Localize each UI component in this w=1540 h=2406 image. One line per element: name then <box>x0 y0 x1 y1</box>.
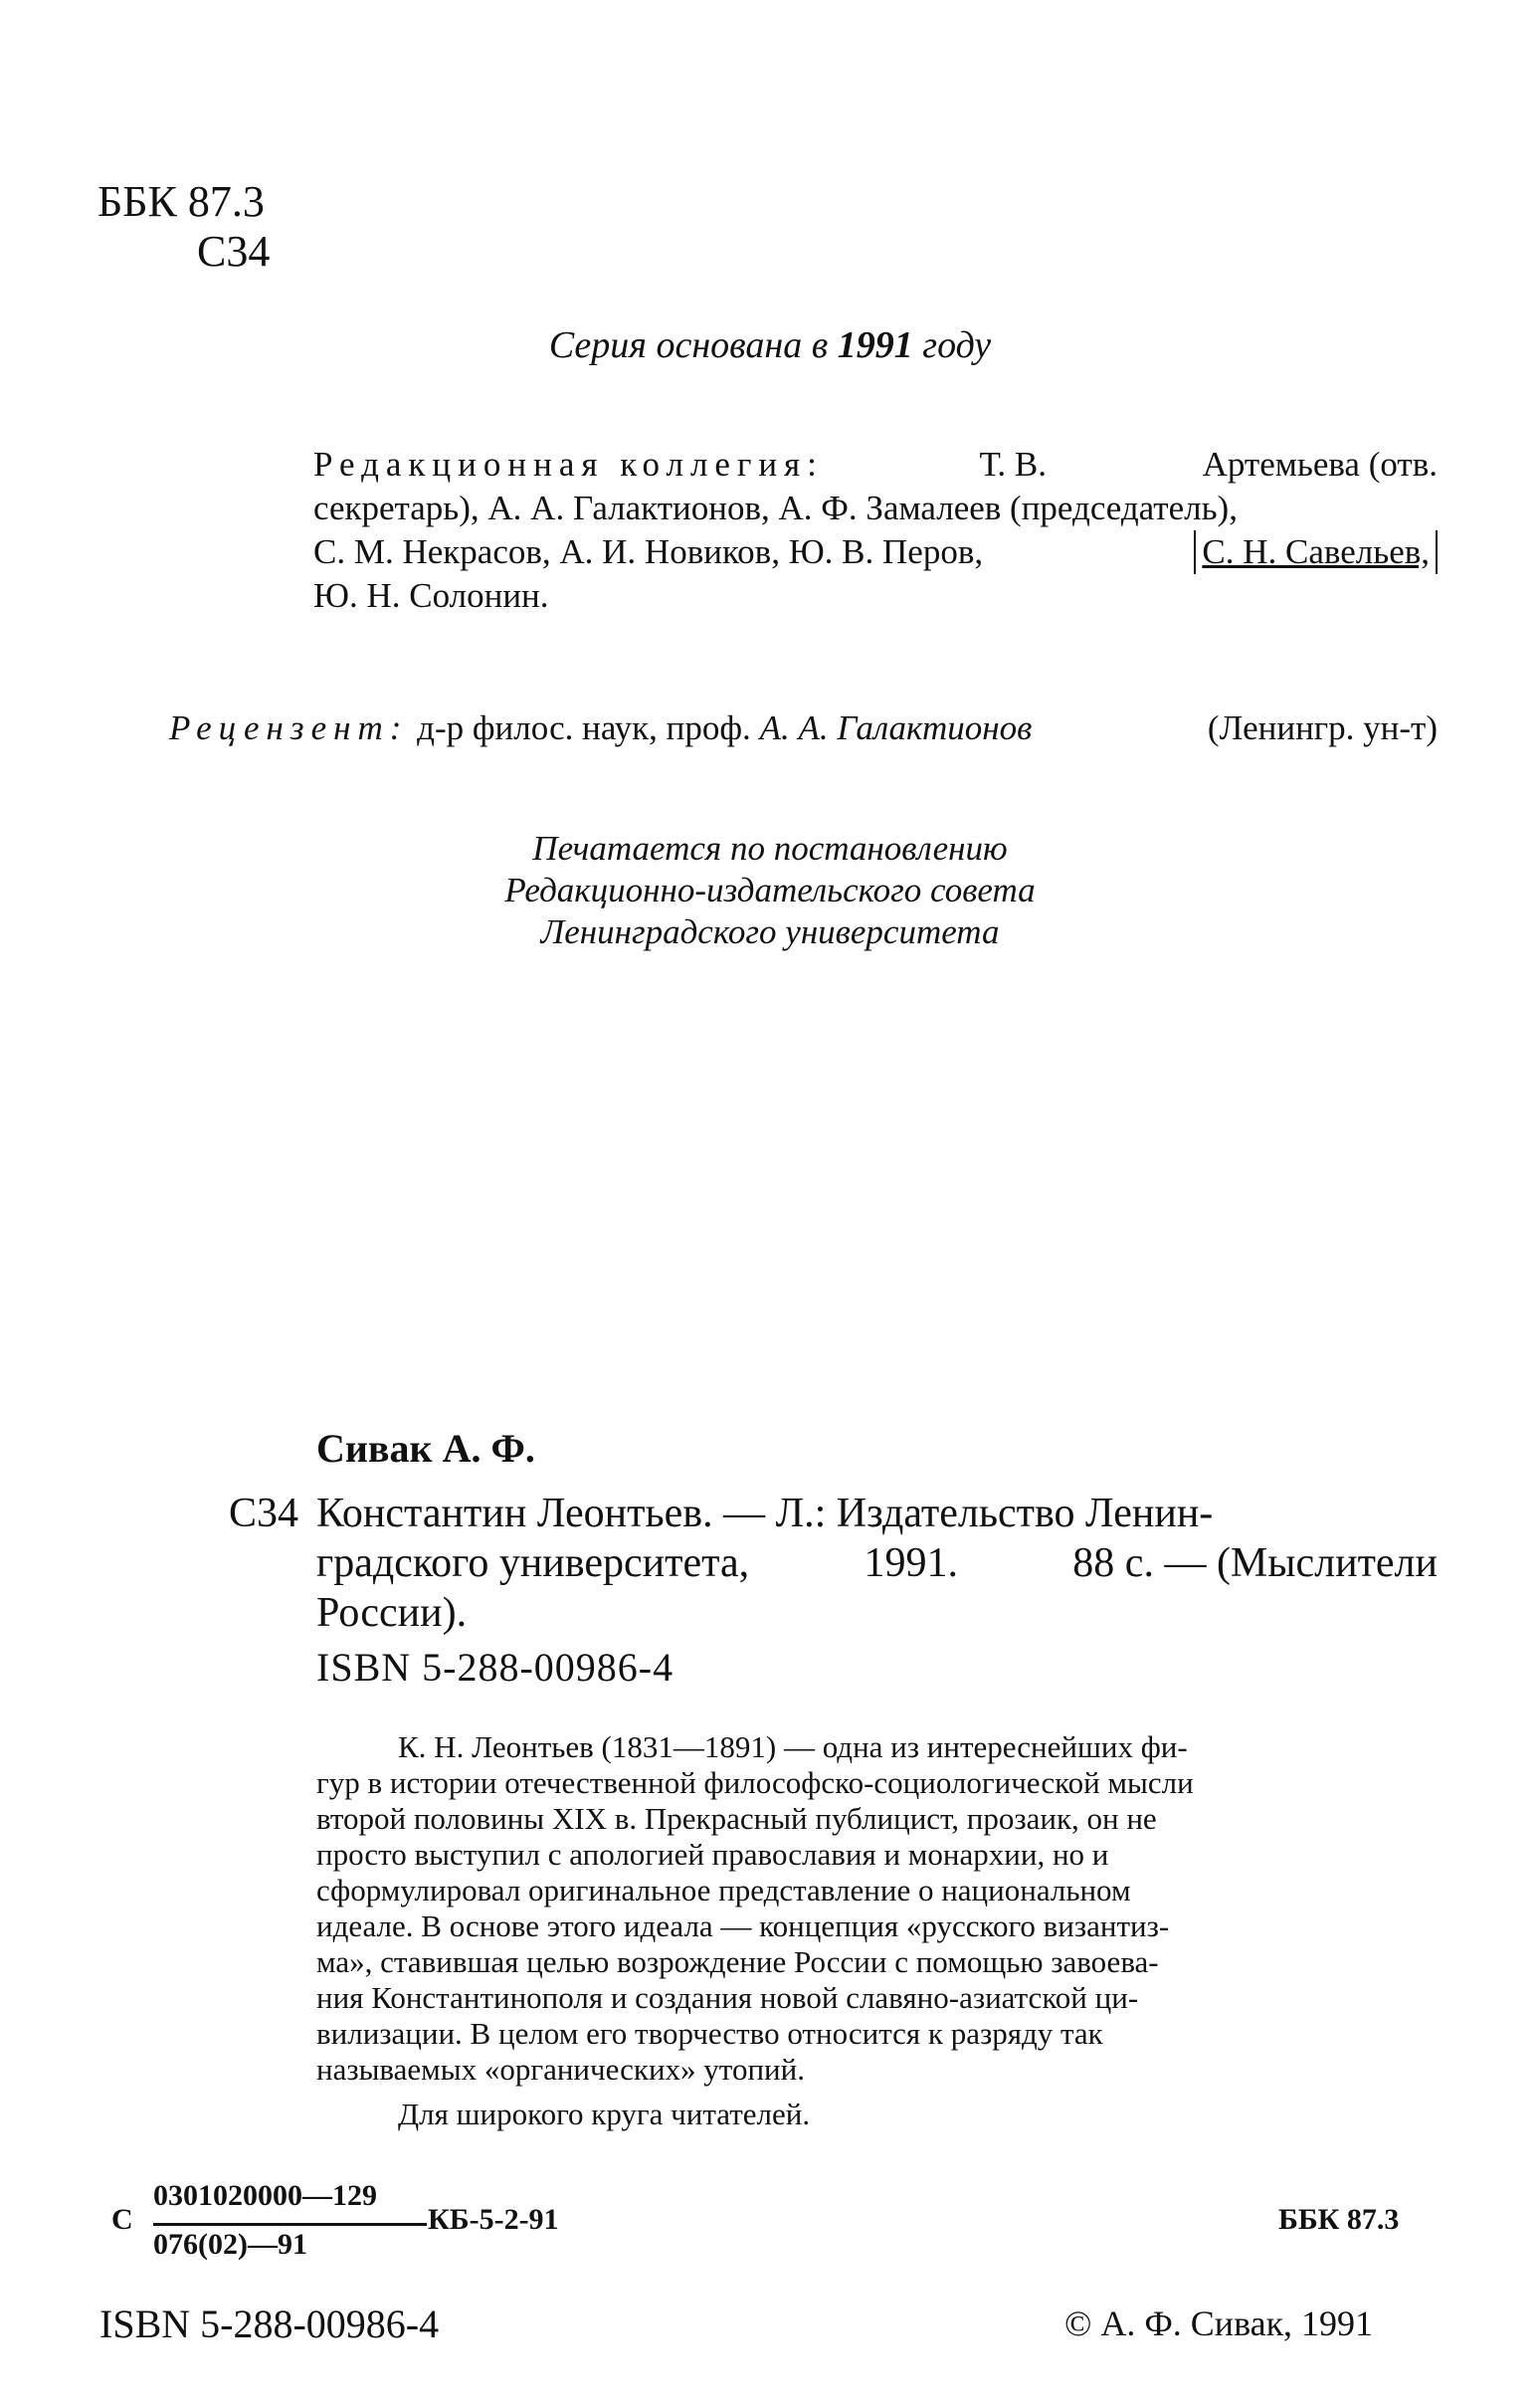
board-label: Редакционная коллегия: <box>313 445 824 484</box>
reviewer: Рецензент: д-р филос. наук, проф. А. А. Галактионов (Ленингр. ун-т) <box>169 706 1438 750</box>
catalog-code: С34 <box>229 1491 299 1536</box>
isbn-footer: ISBN 5-288-00986-4 <box>99 2302 440 2346</box>
abstract-line: К. Н. Леонтьев (1831—1891) — одна из интереснейших фи- <box>398 1729 1188 1764</box>
series-year: 1991 <box>837 324 913 366</box>
board-line: секретарь), А. А. Галактионов, А. Ф. Замалеев (председатель), <box>313 489 1238 527</box>
bbk-footer: ББК 87.3 <box>1278 2203 1400 2236</box>
author-heading: Сивак А. Ф. <box>316 1426 535 1471</box>
abstract-line: просто выступил с апологией православия и монархии, но и <box>316 1837 1109 1872</box>
series-note: Серия основана в 1991 году <box>548 324 992 366</box>
abstract-line: вилизации. В целом его творчество относится к разряду так <box>316 2016 1103 2051</box>
bbk-code: ББК 87.3 <box>97 177 265 226</box>
catalog-line: градского университета, 1991. 88 с. — (Мыслители <box>316 1540 1438 1586</box>
board-line: Редакционная коллегия: Т. В. Артемьева (отв. <box>313 443 1438 487</box>
reviewer-name: А. А. Галактионов <box>759 708 1033 747</box>
copyright: © А. Ф. Сивак, 1991 <box>1064 2304 1374 2343</box>
catalog-line: Константин Леонтьев. — Л.: Издательство Ленин- <box>316 1491 1214 1536</box>
imprint-kb: КБ-5-2-91 <box>428 2203 559 2236</box>
imprint-numerator: 0301020000—129 <box>153 2179 377 2212</box>
abstract-line: называемых «органических» утопий. <box>316 2052 805 2087</box>
abstract-line: сформулировал оригинальное представление о национальном <box>316 1873 1131 1907</box>
board-line: Ю. Н. Солонин. <box>313 576 549 615</box>
catalog-entry <box>229 1489 1438 1638</box>
reviewer-affiliation: (Ленингр. ун-т) <box>1207 708 1438 747</box>
author-mark: С34 <box>197 227 271 276</box>
isbn-entry: ISBN 5-288-00986-4 <box>316 1645 674 1690</box>
abstract-line: гур в истории отечественной философско-социологической мысли <box>316 1765 1194 1800</box>
abstract-line: ма», ставившая целью возрождение России с помощью завоева- <box>316 1944 1159 1979</box>
imprint-denominator: 076(02)—91 <box>153 2223 427 2262</box>
abstract-line: ния Константинополя и создания новой славяно-азиатской ци- <box>316 1980 1139 2015</box>
reviewer-label: Рецензент: <box>169 708 409 747</box>
abstract-line: идеале. В основе этого идеала — концепция «русского византиз- <box>316 1908 1170 1943</box>
boxed-member-name: С. Н. Савельев, <box>1194 530 1438 574</box>
board-line: С. М. Некрасов, А. И. Новиков, Ю. В. Перов, С. Н. Савельев, <box>313 530 1438 574</box>
editorial-board <box>313 443 1438 618</box>
abstract <box>316 1729 1438 2088</box>
abstract-line: второй половины XIX в. Прекрасный публицист, прозаик, он не <box>316 1801 1157 1836</box>
bbk-classification <box>97 177 270 277</box>
imprint-letter: С <box>111 2203 133 2236</box>
catalog-line: России). <box>316 1590 468 1636</box>
audience-note: Для широкого круга читателей. <box>398 2097 811 2131</box>
printing-authorization: Печатается по постановлению Редакционно-издательского совета Ленинградского университета <box>504 829 1036 951</box>
